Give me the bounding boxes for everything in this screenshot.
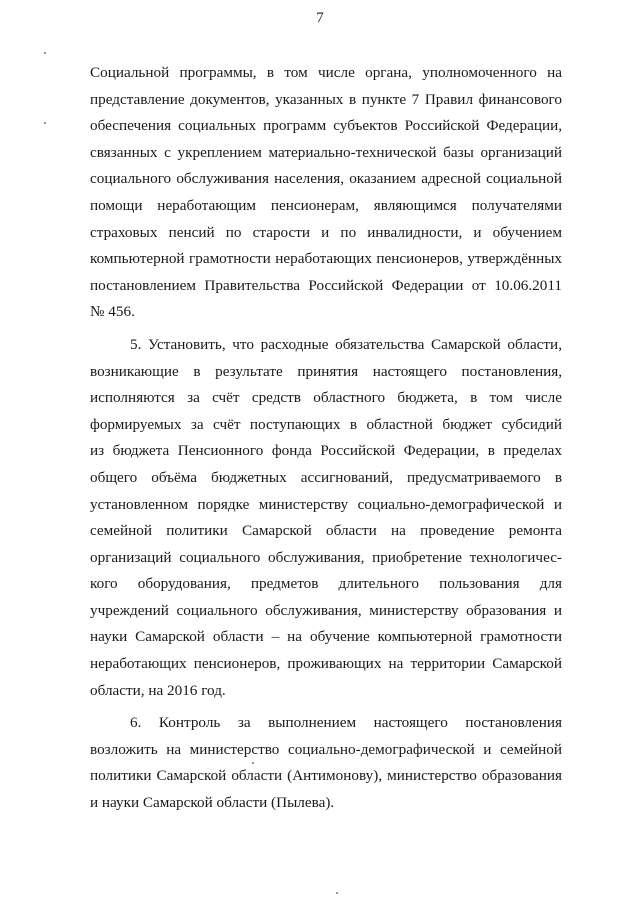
body-text bbox=[90, 60, 562, 817]
text-line: политики Самарской области (Антимонову), министерство образования bbox=[90, 767, 562, 785]
scan-speck bbox=[44, 52, 46, 54]
text-line: связанных с укреплением материально-технической базы организаций bbox=[90, 143, 562, 161]
text-line: области, на 2016 год. bbox=[90, 681, 226, 699]
text-line: и науки Самарской области (Пылева). bbox=[90, 794, 335, 812]
text-line: возникающие в результате принятия настоящего постановления, bbox=[90, 362, 562, 380]
text-line: страховых пенсий по старости и по инвалидности, и обучением bbox=[90, 223, 562, 241]
text-line: установленном порядке министерству социально-демографической и bbox=[90, 495, 562, 513]
text-line: представление документов, указанных в пункте 7 Правил финансового bbox=[90, 90, 562, 108]
text-line: науки Самарской области – на обучение компьютерной грамотности bbox=[90, 628, 562, 646]
text-line: неработающих пенсионеров, проживающих на территории Самарской bbox=[90, 655, 562, 673]
text-line: социального обслуживания населения, оказанием адресной социальной bbox=[90, 170, 562, 188]
scan-speck bbox=[252, 762, 254, 764]
text-line: компьютерной грамотности неработающих пенсионеров, утверждённых bbox=[90, 250, 562, 268]
text-line: Социальной программы, в том числе органа, уполномоченного на bbox=[90, 64, 562, 81]
text-line: кого оборудования, предметов длительного пользования для bbox=[90, 575, 562, 593]
text-line: учреждений социального обслуживания, министерству образования и bbox=[90, 601, 562, 619]
scan-speck bbox=[44, 122, 46, 124]
text-line: общего объёма бюджетных ассигнований, предусматриваемого в bbox=[90, 468, 562, 486]
text-line: организаций социального обслуживания, приобретение технологичес- bbox=[90, 548, 562, 566]
text-line: формируемых за счёт поступающих в областной бюджет субсидий bbox=[90, 415, 562, 433]
text-line: обеспечения социальных программ субъектов Российской Федерации, bbox=[90, 117, 562, 135]
text-line: исполняются за счёт средств областного бюджета, в том числе bbox=[90, 389, 562, 407]
text-line: постановлением Правительства Российской Федерации от 10.06.2011 bbox=[90, 276, 562, 294]
text-line: помощи неработающим пенсионерам, являющимся получателями bbox=[90, 196, 562, 214]
text-line: 5. Установить, что расходные обязательства Самарской области, bbox=[130, 335, 562, 353]
page-number: 7 bbox=[316, 10, 324, 26]
text-line: 6. Контроль за выполнением настоящего постановления bbox=[130, 714, 562, 732]
text-line: из бюджета Пенсионного фонда Российской Федерации, в пределах bbox=[90, 442, 562, 460]
text-line: возложить на министерство социально-демографической и семейной bbox=[90, 740, 562, 758]
scan-speck bbox=[336, 892, 338, 894]
text-line: семейной политики Самарской области на проведение ремонта bbox=[90, 522, 562, 540]
text-line: № 456. bbox=[90, 303, 135, 321]
